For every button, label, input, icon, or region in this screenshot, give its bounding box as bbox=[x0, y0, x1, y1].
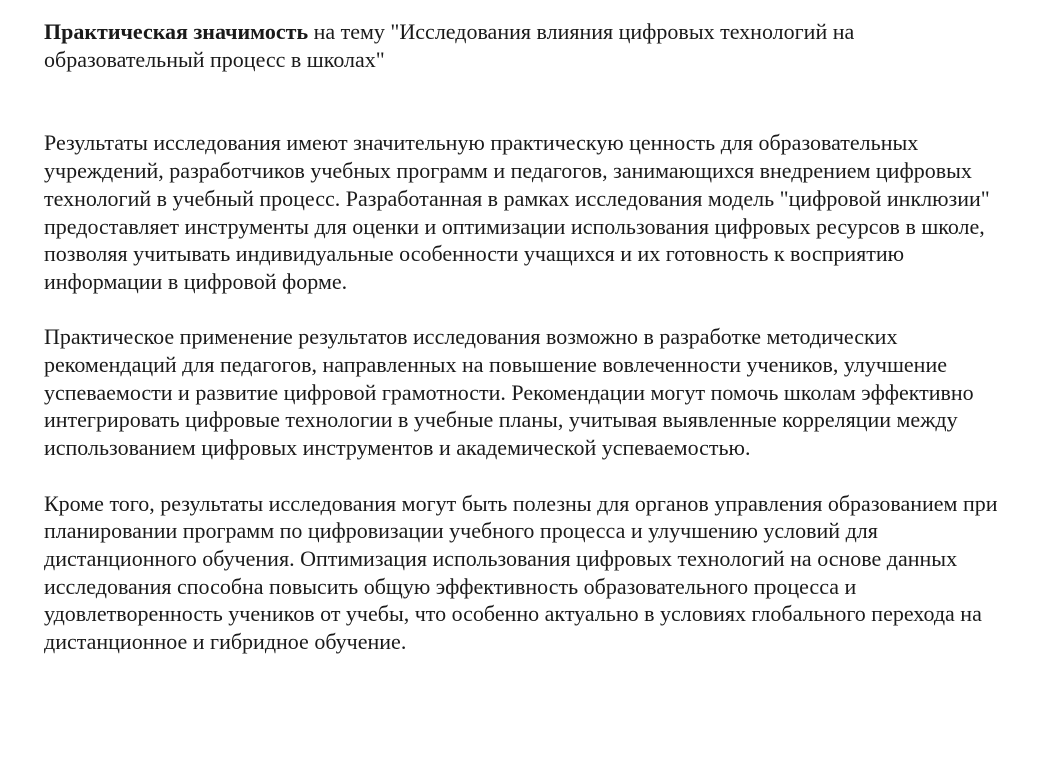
heading-bold-text: Практическая значимость bbox=[44, 19, 309, 44]
paragraph-3: Кроме того, результаты исследования могут быть полезны для органов управления образованием при планировании программ по цифровизации учебного процесса и улучшению условий для дистанционного обучения. Оптимизация использования цифровых технологий на основе данных исследования способна повысить общую эффективность образовательного процесса и удовлетворенность учеников от учебы, что особенно актуально в условиях глобального перехода на дистанционное и гибридное обучение. bbox=[44, 490, 998, 655]
paragraph-2: Практическое применение результатов исследования возможно в разработке методических рекомендаций для педагогов, направленных на повышение вовлеченности учеников, улучшение успеваемости и развитие цифровой грамотности. Рекомендации могут помочь школам эффективно интегрировать цифровые технологии в учебные планы, учитывая выявленные корреляции между использованием цифровых инструментов и академической успеваемостью. bbox=[44, 324, 974, 461]
paragraph-1: Результаты исследования имеют значительную практическую ценность для образовательных учреждений, разработчиков учебных программ и педагогов, занимающихся внедрением цифровых технологий в учебный процесс. Разработанная в рамках исследования модель "цифровой инклюзии" предоставляет инструменты для оценки и оптимизации использования цифровых ресурсов в школе, позволяя учитывать индивидуальные особенности учащихся и их готовность к восприятию информации в цифровой форме. bbox=[44, 130, 990, 294]
heading-rest-text: на тему "Исследования влияния цифровых технологий на образовательный процесс в школах" bbox=[44, 19, 855, 72]
document-heading bbox=[44, 18, 1004, 73]
document-body bbox=[44, 18, 1004, 683]
